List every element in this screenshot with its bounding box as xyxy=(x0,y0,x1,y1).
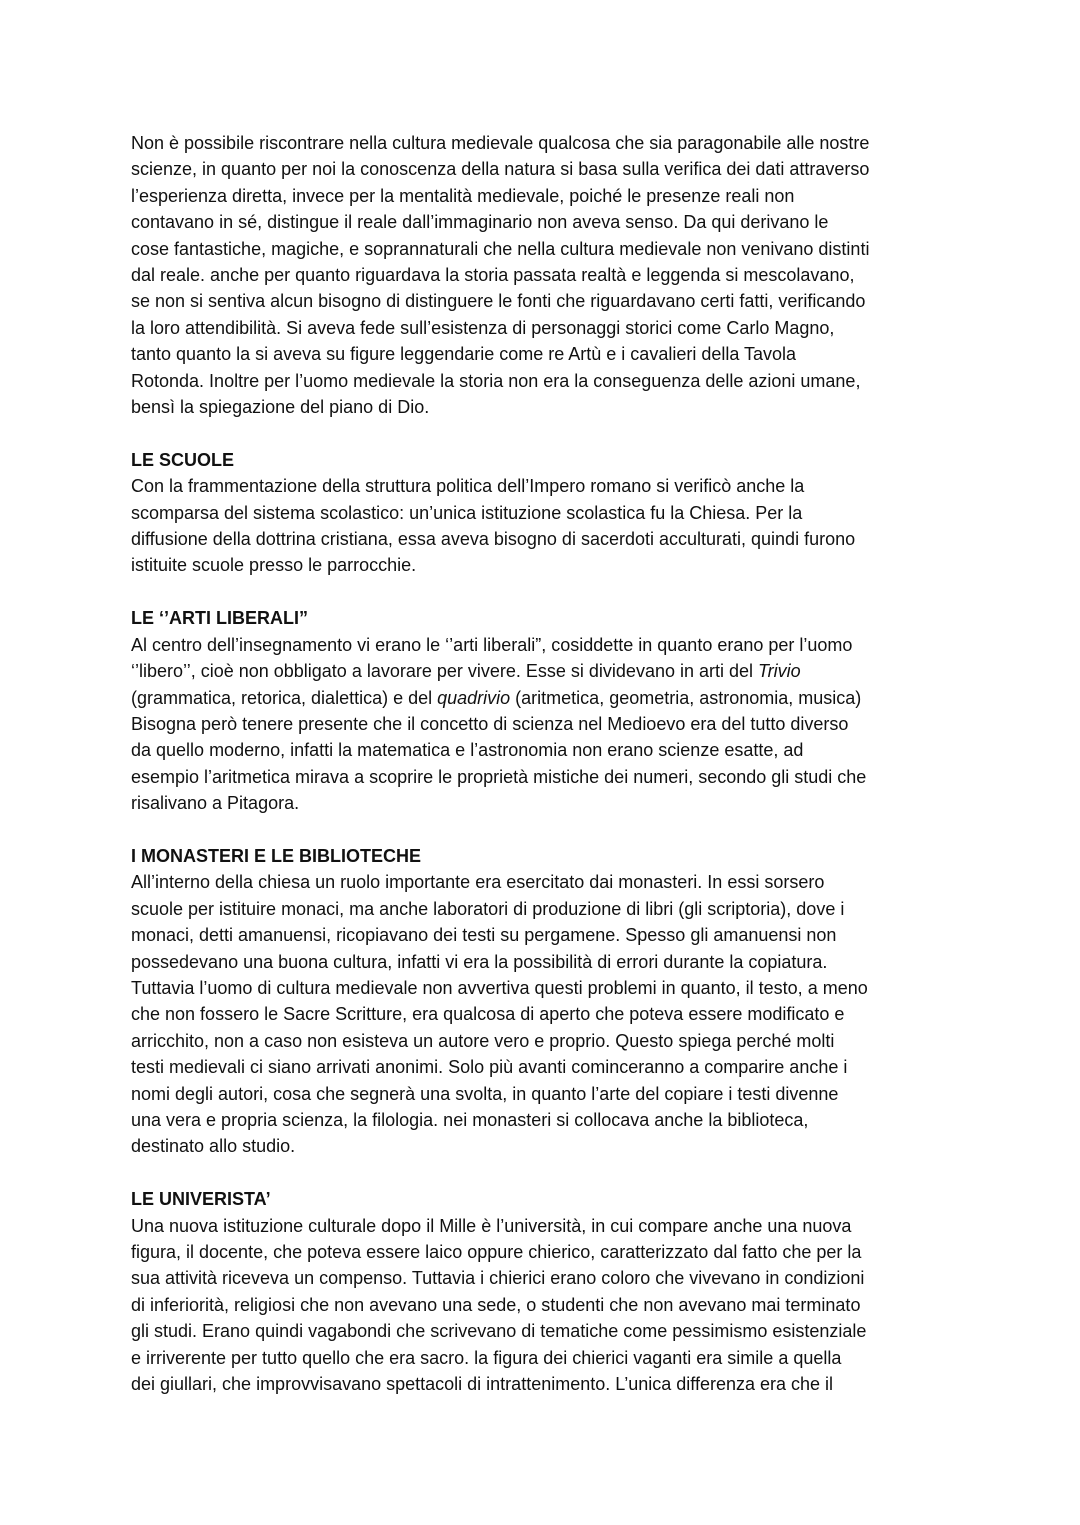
text-line: monaci, detti amanuensi, ricopiavano dei testi su pergamene. Spesso gli amanuensi non xyxy=(131,925,837,946)
text-line: scienze, in quanto per noi la conoscenza della natura si basa sulla verifica dei dati attraverso xyxy=(131,159,870,180)
text-line: dal reale. anche per quanto riguardava la storia passata realtà e leggenda si mescolavano, xyxy=(131,265,855,286)
text-line: All’interno della chiesa un ruolo importante era esercitato dai monasteri. In essi sorsero xyxy=(131,872,825,893)
text-line: sua attività riceveva un compenso. Tuttavia i chierici erano coloro che vivevano in condizioni xyxy=(131,1268,865,1289)
italic-term-quadrivio: quadrivio xyxy=(437,687,511,708)
section-paragraph xyxy=(131,1213,961,1398)
section-heading: LE UNIVERISTA’ xyxy=(131,1189,271,1210)
text-run: (aritmetica, geometria, astronomia, musica) xyxy=(510,687,862,708)
intro-paragraph xyxy=(131,130,961,420)
text-line: figura, il docente, che poteva essere laico oppure chierico, caratterizzato dal fatto che per la xyxy=(131,1242,862,1262)
text-line: risalivano a Pitagora. xyxy=(131,793,300,814)
text-line: nomi degli autori, cosa che segnerà una svolta, in quanto l’arte del copiare i testi divenne xyxy=(131,1083,839,1104)
text-line: testi medievali ci siano arrivati anonimi. Solo più avanti cominceranno a comparire anche i xyxy=(131,1057,848,1078)
text-line: Con la frammentazione della struttura politica dell’Impero romano si verificò anche la xyxy=(131,476,805,497)
text-run: (grammatica, retorica, dialettica) e del xyxy=(131,687,438,708)
text-line: possedevano una buona cultura, infatti vi era la possibilità di errori durante la copiatura. xyxy=(131,951,828,972)
text-line: Rotonda. Inoltre per l’uomo medievale la storia non era la conseguenza delle azioni umane, xyxy=(131,370,861,391)
text-line: scuole per istituire monaci, ma anche laboratori di produzione di libri (gli scriptoria), dove i xyxy=(131,898,845,919)
section-paragraph xyxy=(131,869,961,1159)
text-line: esempio l’aritmetica mirava a scoprire le proprietà mistiche dei numeri, secondo gli studi che xyxy=(131,766,867,787)
italic-term-trivio: Trivio xyxy=(758,661,801,682)
text-line: Bisogna però tenere presente che il concetto di scienza nel Medioevo era del tutto diverso xyxy=(131,713,849,734)
section-paragraph xyxy=(131,632,961,817)
text-run: ‘’libero’’, cioè non obbligato a lavorare per vivere. Esse si dividevano in arti del xyxy=(131,661,759,682)
text-line: contavano in sé, distingue il reale dall’immaginario non aveva senso. Da qui derivano le xyxy=(131,212,829,233)
text-line: che non fossero le Sacre Scritture, era qualcosa di aperto che poteva essere modificato e xyxy=(131,1004,845,1025)
section-arti-liberali xyxy=(131,605,961,816)
text-line: destinato allo studio. xyxy=(131,1136,296,1157)
section-heading: I MONASTERI E LE BIBLIOTECHE xyxy=(131,845,422,866)
text-line: dei giullari, che improvvisavano spettacoli di intrattenimento. L’unica differenza era che il xyxy=(131,1374,834,1395)
text-line: se non si sentiva alcun bisogno di distinguere le fonti che riguardavano certi fatti, verificando xyxy=(131,291,866,312)
text-line: la loro attendibilità. Si aveva fede sull’esistenza di personaggi storici come Carlo Magno, xyxy=(131,317,835,338)
text-line: l’esperienza diretta, invece per la mentalità medievale, poiché le presenze reali non xyxy=(131,185,795,206)
section-heading: LE SCUOLE xyxy=(131,449,235,470)
text-line: arricchito, non a caso non esisteva un autore vero e proprio. Questo spiega perché molti xyxy=(131,1030,835,1051)
section-scuole xyxy=(131,447,961,579)
text-line: tanto quanto la si aveva su figure leggendarie come re Artù e i cavalieri della Tavola xyxy=(131,344,797,365)
text-line: di inferiorità, religiosi che non avevano una sede, o studenti che non avevano mai terminato xyxy=(131,1294,861,1315)
text-line xyxy=(131,685,961,711)
text-line: una vera e propria scienza, la filologia. nei monasteri si collocava anche la biblioteca, xyxy=(131,1109,809,1130)
text-line: cose fantastiche, magiche, e soprannaturali che nella cultura medievale non venivano distinti xyxy=(131,238,870,259)
text-line: e irriverente per tutto quello che era sacro. la figura dei chierici vaganti era simile a quella xyxy=(131,1347,842,1368)
text-line: bensì la spiegazione del piano di Dio. xyxy=(131,397,430,418)
text-line: istituite scuole presso le parrocchie. xyxy=(131,555,417,576)
section-paragraph xyxy=(131,473,961,579)
text-line: Tuttavia l’uomo di cultura medievale non avvertiva questi problemi in quanto, il testo, a meno xyxy=(131,977,868,998)
section-heading: LE ‘’ARTI LIBERALI” xyxy=(131,608,308,629)
section-monasteri xyxy=(131,843,961,1160)
document-page xyxy=(131,130,961,1397)
text-line: scomparsa del sistema scolastico: un’unica istituzione scolastica fu la Chiesa. Per la xyxy=(131,502,803,523)
text-line: Al centro dell’insegnamento vi erano le ‘’arti liberali”, cosiddette in quanto erano per l’uomo xyxy=(131,634,853,655)
text-line: da quello moderno, infatti la matematica e l’astronomia non erano scienze esatte, ad xyxy=(131,740,804,761)
text-line: diffusione della dottrina cristiana, essa aveva bisogno di sacerdoti acculturati, quindi furono xyxy=(131,529,856,550)
section-universita xyxy=(131,1186,961,1397)
text-line: Una nuova istituzione culturale dopo il Mille è l’università, in cui compare anche una nuova xyxy=(131,1215,852,1236)
text-line: Non è possibile riscontrare nella cultura medievale qualcosa che sia paragonabile alle nostre xyxy=(131,133,870,153)
text-line xyxy=(131,658,961,684)
text-line: gli studi. Erano quindi vagabondi che scrivevano di tematiche come pessimismo esistenziale xyxy=(131,1321,867,1342)
